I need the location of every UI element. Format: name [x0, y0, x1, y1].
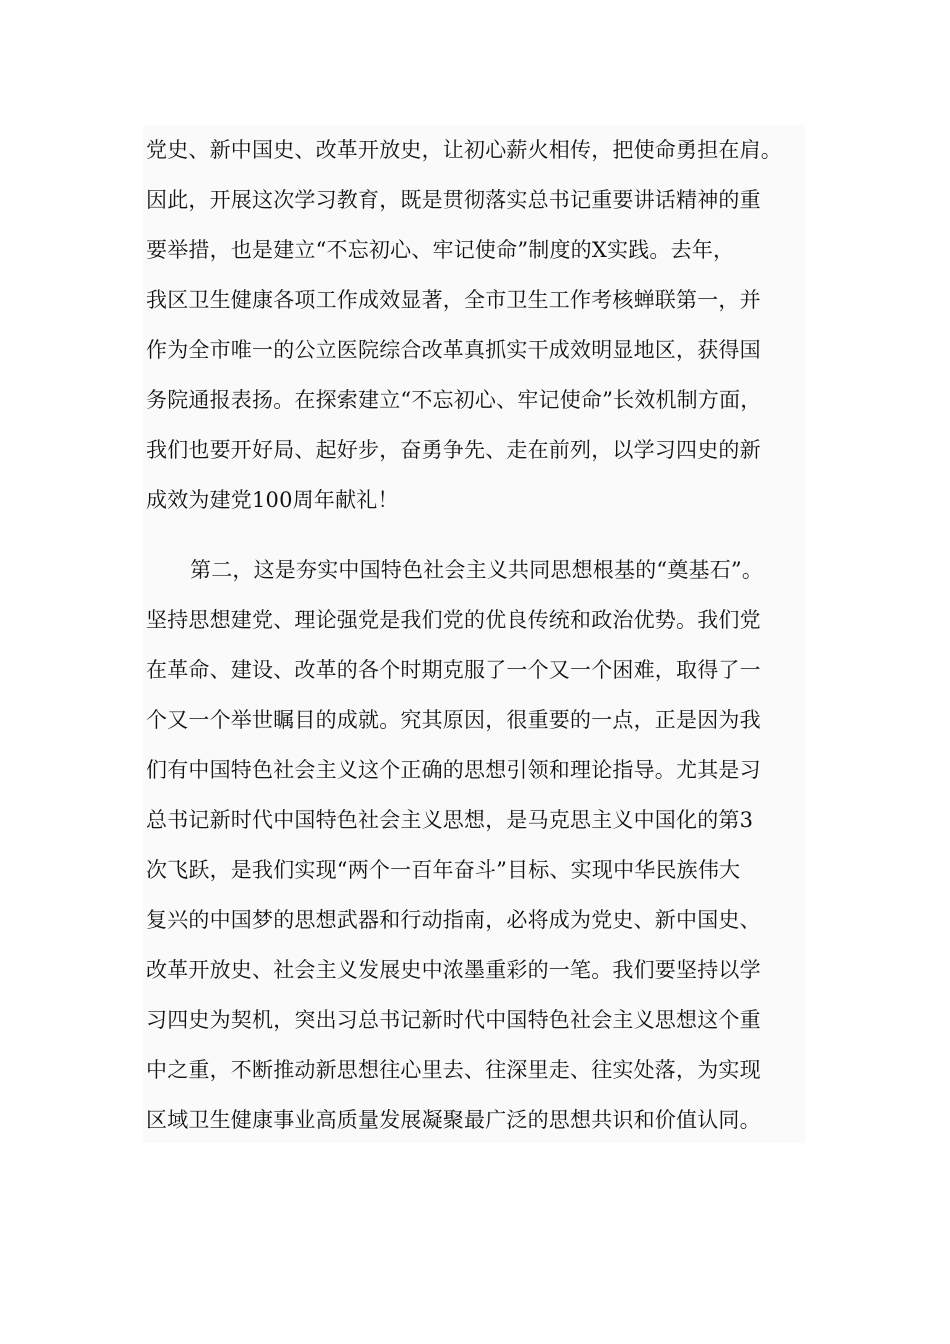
- paragraph-1-line-3: 要举措，也是建立“不忘初心、牢记使命”制度的X实践。去年，: [146, 238, 735, 262]
- paragraph-1-line-8: 成效为建党100周年献礼！: [146, 488, 399, 512]
- paragraph-1-line-4: 我区卫生健康各项工作成效显著，全市卫生工作考核蝉联第一，并: [146, 288, 761, 312]
- paragraph-1-line-5: 作为全市唯一的公立医院综合改革真抓实干成效明显地区，获得国: [146, 338, 761, 362]
- paragraph-2-line-9: 改革开放史、社会主义发展史中浓墨重彩的一笔。我们要坚持以学: [146, 958, 761, 982]
- paragraph-1-line-7: 我们也要开好局、起好步，奋勇争先、走在前列，以学习四史的新: [146, 438, 761, 462]
- paragraph-2-line-7: 次飞跃，是我们实现“两个一百年奋斗”目标、实现中华民族伟大: [146, 858, 741, 882]
- paragraph-1-line-1: 党史、新中国史、改革开放史，让初心薪火相传，把使命勇担在肩。: [146, 138, 782, 162]
- paragraph-2-line-3: 在革命、建设、改革的各个时期克服了一个又一个困难，取得了一: [146, 658, 761, 682]
- paragraph-2-line-5: 们有中国特色社会主义这个正确的思想引领和理论指导。尤其是习: [146, 758, 761, 782]
- paragraph-2-line-1: 第二，这是夯实中国特色社会主义共同思想根基的“奠基石”。: [190, 558, 764, 582]
- paragraph-1-line-2: 因此，开展这次学习教育，既是贯彻落实总书记重要讲话精神的重: [146, 188, 761, 212]
- paragraph-2-line-4: 个又一个举世瞩目的成就。究其原因，很重要的一点，正是因为我: [146, 708, 761, 732]
- paragraph-2-line-11: 中之重，不断推动新思想往心里去、往深里走、往实处落，为实现: [146, 1058, 761, 1082]
- paragraph-2-line-10: 习四史为契机，突出习总书记新时代中国特色社会主义思想这个重: [146, 1008, 761, 1032]
- paragraph-2-line-12: 区域卫生健康事业高质量发展凝聚最广泛的思想共识和价值认同。: [146, 1108, 761, 1132]
- document-text-block: [143, 125, 805, 1143]
- paragraph-1-line-6: 务院通报表扬。在探索建立“不忘初心、牢记使命”长效机制方面，: [146, 388, 762, 412]
- paragraph-2-line-2: 坚持思想建党、理论强党是我们党的优良传统和政治优势。我们党: [146, 608, 761, 632]
- paragraph-2-line-8: 复兴的中国梦的思想武器和行动指南，必将成为党史、新中国史、: [146, 908, 761, 932]
- paragraph-2-line-6: 总书记新时代中国特色社会主义思想，是马克思主义中国化的第3: [146, 808, 754, 832]
